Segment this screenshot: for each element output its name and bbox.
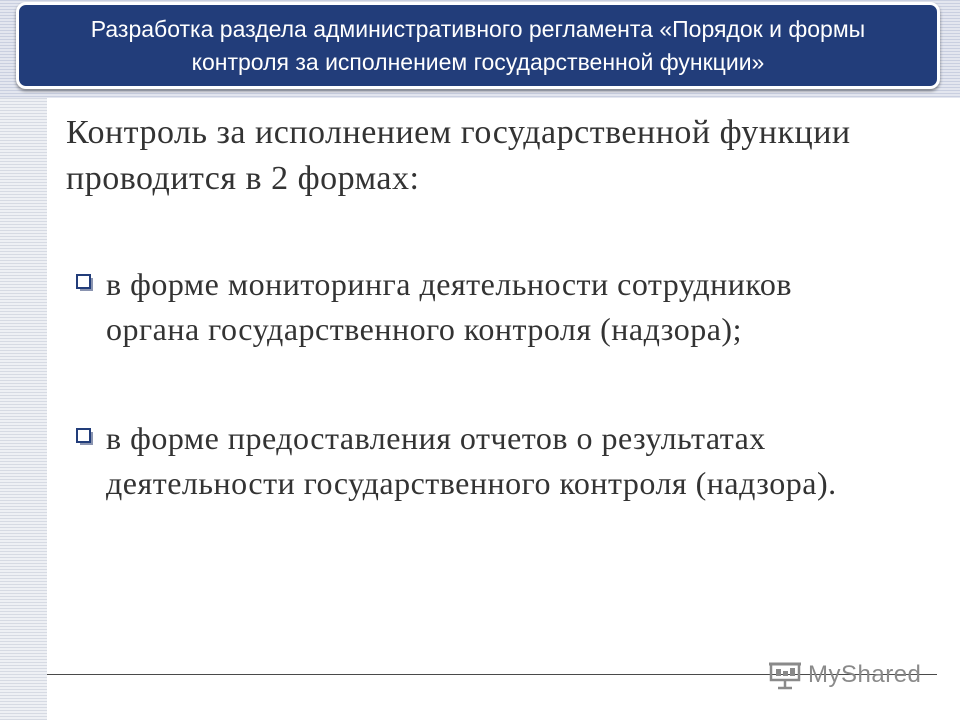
slide-content: [66, 110, 936, 501]
bullet-item: [76, 262, 936, 352]
bullet-text: [76, 416, 936, 506]
intro-line: Контроль за исполнением государственной функции: [66, 114, 851, 151]
intro-paragraph: [66, 110, 936, 202]
slide-title: [33, 13, 923, 79]
slide-title-line: Разработка раздела административного регламента «Порядок и формы: [90, 15, 866, 42]
slide-title-box: [16, 2, 940, 89]
bullet-line: деятельности государственного контроля (надзора).: [106, 465, 837, 501]
intro-line: проводится в 2 формах:: [66, 160, 420, 197]
checkbox-square-icon: [76, 274, 94, 292]
bullet-line: в форме предоставления отчетов о результатах: [106, 420, 766, 456]
bullet-line: в форме мониторинга деятельности сотрудников: [106, 266, 792, 302]
watermark: [768, 658, 938, 692]
bullet-line: органа государственного контроля (надзора);: [106, 311, 742, 347]
bullet-item: [76, 416, 936, 506]
left-stripe: [0, 98, 47, 720]
bullet-text: [76, 262, 936, 352]
presentation-board-icon: [768, 660, 802, 690]
slide-title-line: контроля за исполнением государственной функции»: [191, 48, 765, 75]
checkbox-square-icon: [76, 428, 94, 446]
watermark-text: MyShared: [808, 661, 922, 688]
